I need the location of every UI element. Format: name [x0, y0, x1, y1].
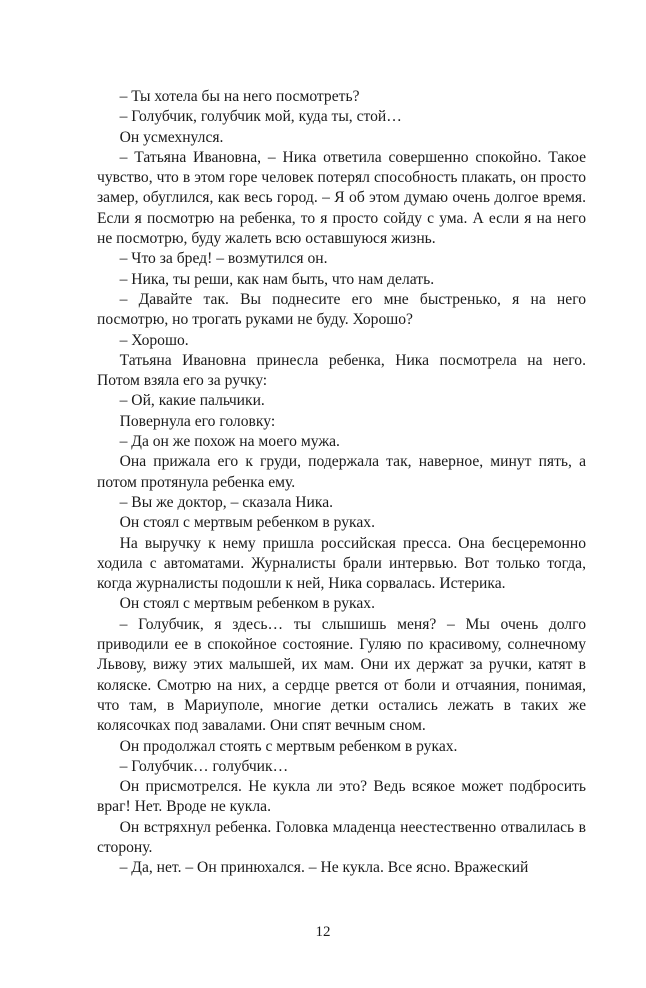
paragraph: На выручку к нему пришла российская пресса. Она бесцеремонно ходила с автоматами. Журналисты брали интервью. Вот только тогда, когда журналисты подошли к ней, Ника сорвалась. Истерика. [97, 534, 586, 593]
paragraph: Он стоял с мертвым ребенком в руках. [119, 595, 375, 613]
paragraph: Она прижала его к груди, подержала так, наверное, минут пять, а потом протянула ребенка ему. [97, 453, 586, 491]
paragraph: – Ой, какие пальчики. [119, 392, 265, 410]
paragraph: – Хорошо. [119, 331, 189, 349]
paragraph: – Голубчик… голубчик… [119, 757, 289, 775]
paragraph: Он встряхнул ребенка. Головка младенца неестественно отвалилась в сторону. [97, 818, 586, 856]
body-text [97, 87, 586, 879]
paragraph: – Ника, ты реши, как нам быть, что нам делать. [119, 270, 435, 288]
paragraph: – Что за бред! – возмутился он. [119, 250, 328, 268]
paragraph: – Вы же доктор, – сказала Ника. [119, 493, 334, 511]
paragraph: Он усмехнулся. [119, 128, 224, 146]
paragraph: – Татьяна Ивановна, – Ника ответила совершенно спокойно. Такое чувство, что в этом горе человек потерял способность плакать, он просто замер, обуглился, как весь город. – Я об этом думаю очень долгое время. Если я посмотрю на ребенка, то я просто сойду с ума. А если я на него не посмотрю, буду жалеть всю оставшуюся жизнь. [97, 148, 586, 248]
paragraph: – Да он же похож на моего мужа. [119, 433, 340, 451]
paragraph: Он стоял с мертвым ребенком в руках. [119, 514, 375, 532]
paragraph: – Да, нет. – Он принюхался. – Не кукла. Все ясно. Вражеский [119, 859, 529, 877]
page-number: 12 [315, 924, 331, 940]
paragraph: Татьяна Ивановна принесла ребенка, Ника посмотрела на него. Потом взяла его за ручку: [97, 351, 586, 390]
paragraph: Он присмотрелся. Не кукла ли это? Ведь всякое может подбросить враг! Нет. Вроде не кукла. [97, 778, 586, 816]
paragraph: Он продолжал стоять с мертвым ребенком в руках. [119, 737, 458, 755]
paragraph: – Ты хотела бы на него посмотреть? [119, 88, 360, 105]
paragraph: Повернула его головку: [119, 412, 276, 430]
paragraph: – Давайте так. Вы поднесите его мне быстренько, я на него посмотрю, но трогать руками не буду. Хорошо? [97, 290, 586, 329]
paragraph: – Голубчик, голубчик мой, куда ты, стой… [119, 108, 402, 126]
paragraph: – Голубчик, я здесь… ты слышишь меня? – Мы очень долго приводили ее в спокойное состояние. Гуляю по красивому, солнечному Львову, вижу этих малышей, их мам. Они их держат за ручки, катят в коляске. Смотрю на них, а сердце рвется от боли и отчаяния, понимая, что там, в Мариуполе, многие детки остались лежать в таких же колясочках под завалами. Они спят вечным сном. [97, 615, 586, 735]
